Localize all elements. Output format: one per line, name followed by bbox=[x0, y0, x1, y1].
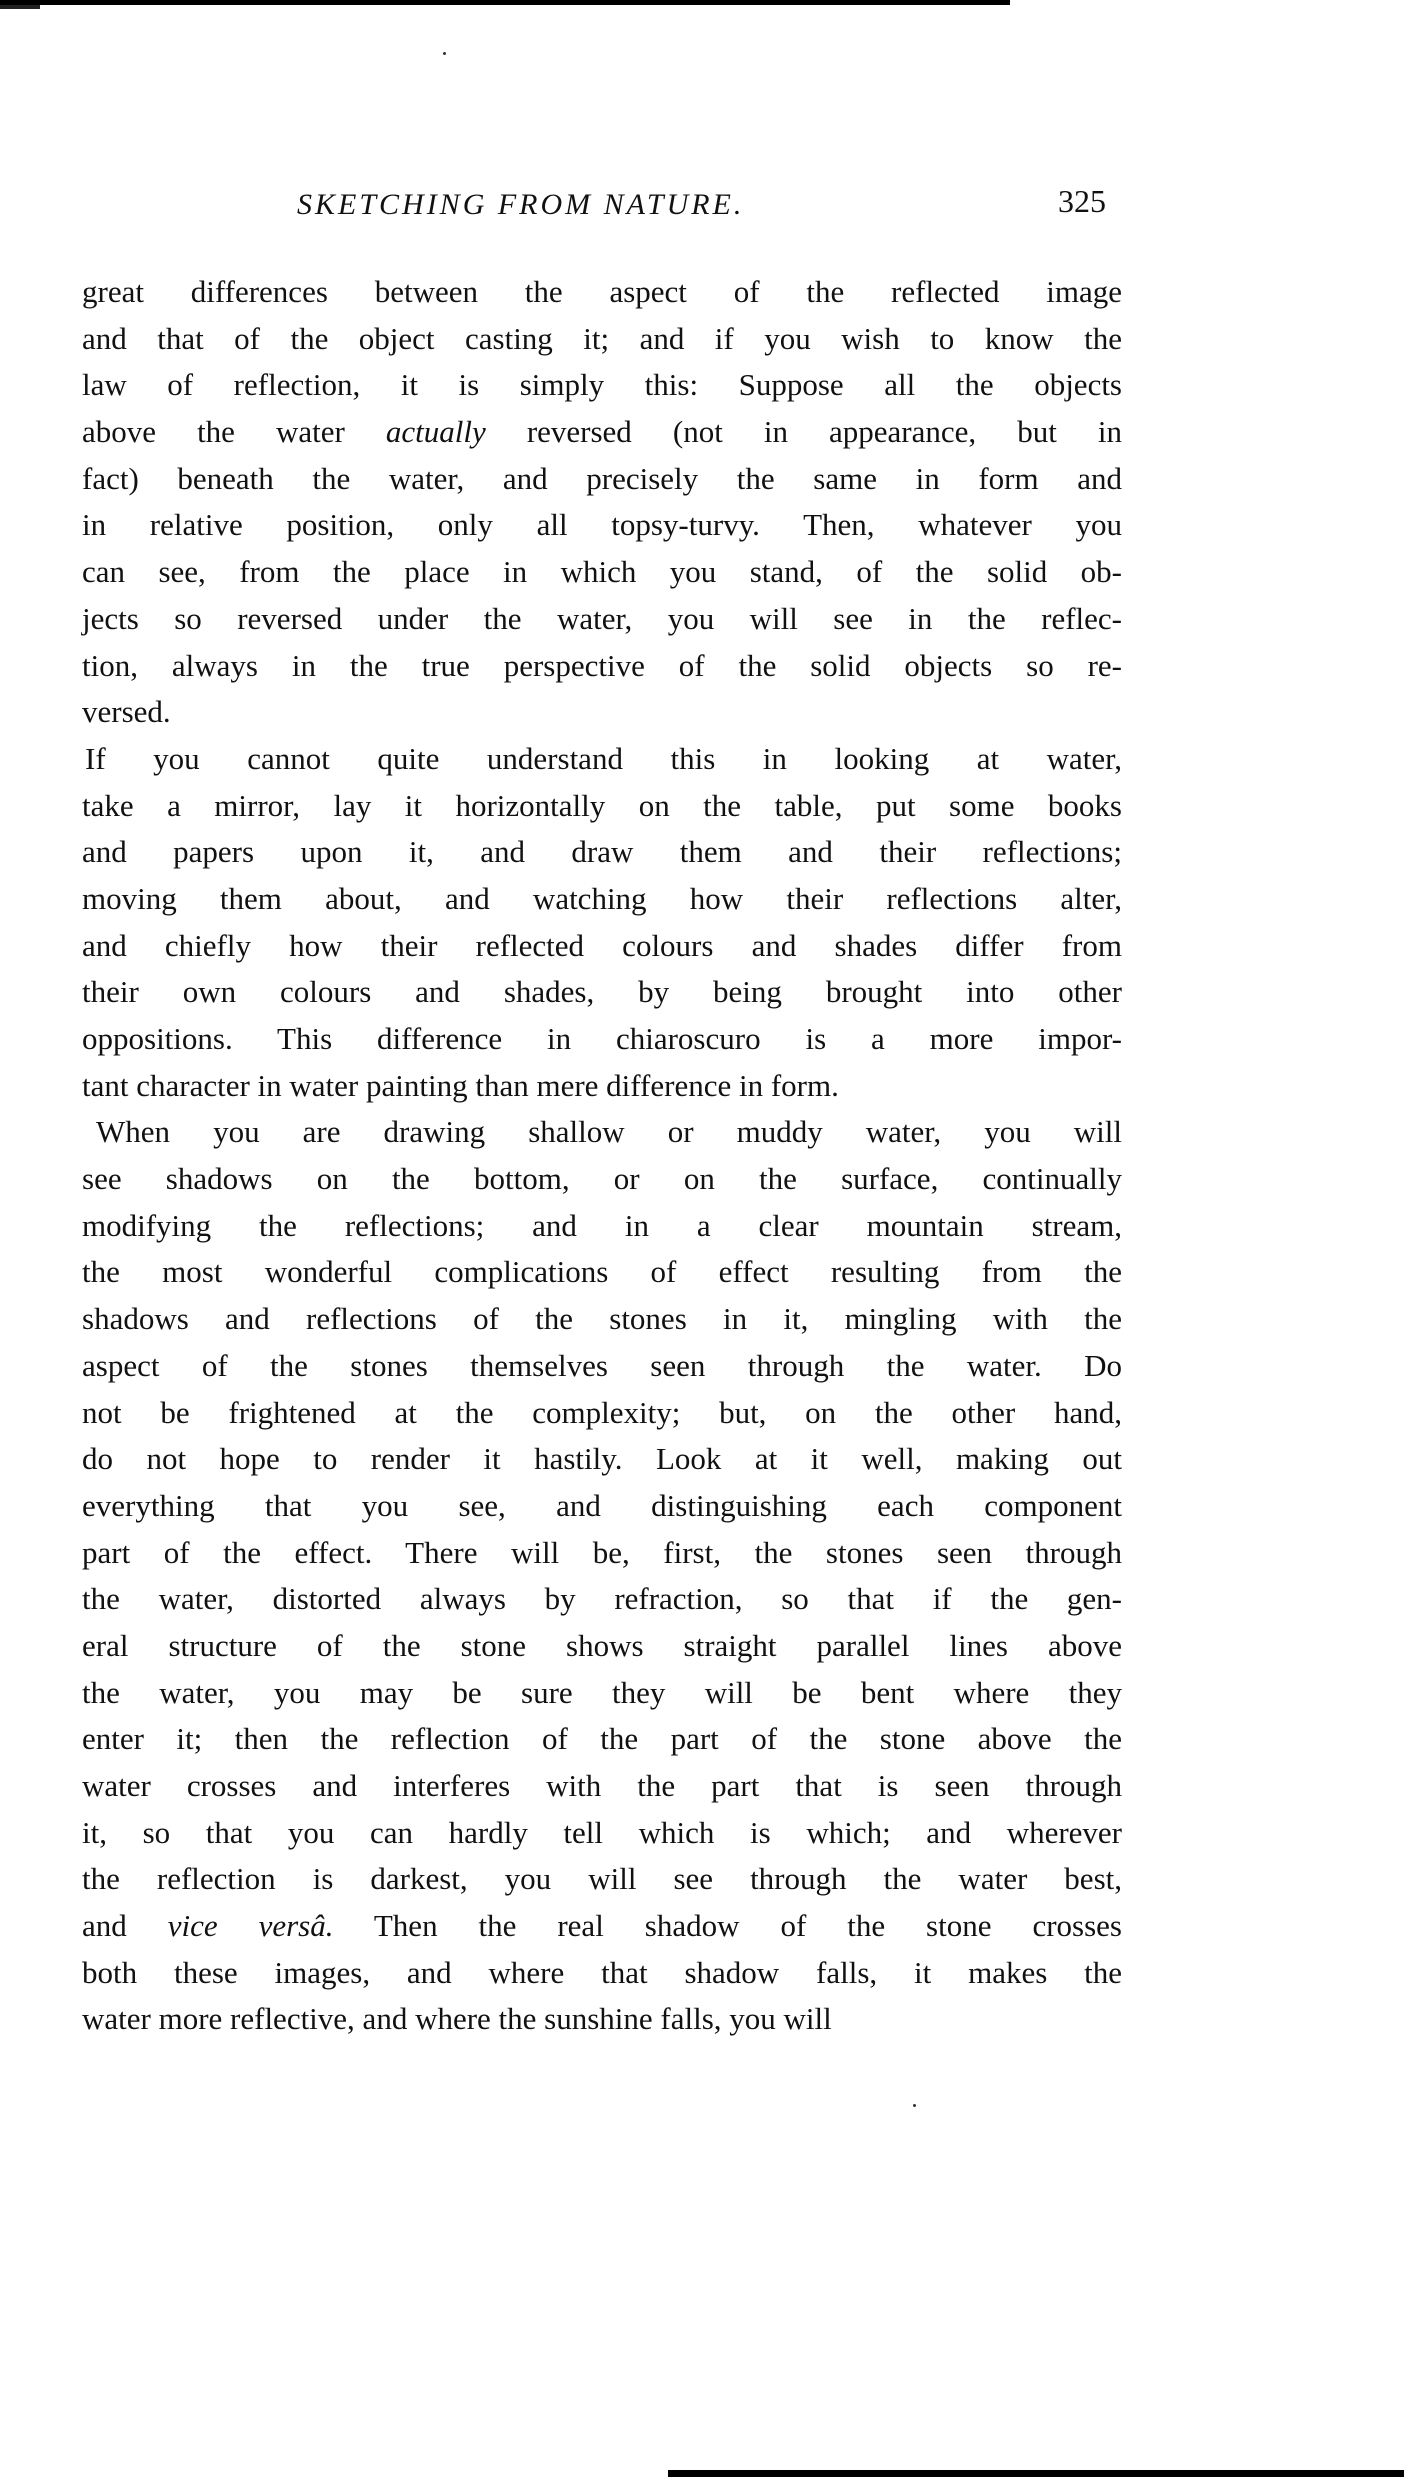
running-title: SKETCHING FROM NATURE. bbox=[297, 188, 745, 221]
text-line bbox=[82, 689, 1122, 736]
text-line bbox=[82, 643, 1122, 690]
italic-text: actually bbox=[385, 414, 486, 450]
text-segment: and that of the object casting it; and if you wish to know the bbox=[82, 320, 1122, 356]
text-segment: jects so reversed under the water, you will see in the reflec- bbox=[82, 600, 1122, 636]
text-line bbox=[82, 269, 1122, 316]
text-line bbox=[82, 1716, 1122, 1763]
text-segment: the water, you may be sure they will be bent where they bbox=[82, 1674, 1122, 1710]
text-segment: the most wonderful complications of effect resulting from the bbox=[82, 1254, 1122, 1290]
text-segment: law of reflection, it is simply this: Suppose all the objects bbox=[82, 367, 1122, 403]
text-segment: tion, always in the true perspective of the solid objects so re- bbox=[82, 647, 1122, 683]
text-segment: not be frightened at the complexity; but, on the other hand, bbox=[82, 1394, 1122, 1430]
scan-speck bbox=[913, 2104, 916, 2107]
text-segment: the reflection is darkest, you will see through the water best, bbox=[82, 1861, 1122, 1897]
text-segment: If you cannot quite understand this in looking at water, bbox=[85, 740, 1122, 776]
text-line bbox=[82, 1950, 1122, 1997]
text-segment: water crosses and interferes with the part that is seen through bbox=[82, 1768, 1122, 1803]
text-line bbox=[82, 1670, 1122, 1717]
text-segment: modifying the reflections; and in a clear mountain stream, bbox=[82, 1207, 1122, 1243]
text-segment: great differences between the aspect of the reflected image bbox=[82, 274, 1122, 309]
scan-edge-top-fragment bbox=[0, 5, 40, 9]
text-line bbox=[82, 1856, 1122, 1903]
text-line bbox=[82, 829, 1122, 876]
text-segment: it, so that you can hardly tell which is which; and wherever bbox=[82, 1814, 1122, 1850]
scan-edge-top bbox=[0, 0, 1010, 5]
text-line bbox=[82, 1483, 1122, 1530]
page-header bbox=[0, 182, 1404, 228]
text-segment: eral structure of the stone shows straight parallel lines above bbox=[82, 1627, 1122, 1663]
text-line bbox=[82, 1109, 1122, 1156]
text-line bbox=[82, 1203, 1122, 1250]
text-segment: versed. bbox=[82, 694, 171, 730]
text-line bbox=[82, 1016, 1122, 1063]
text-segment: their own colours and shades, by being brought into other bbox=[82, 974, 1122, 1010]
text-line bbox=[82, 1576, 1122, 1623]
text-segment: aspect of the stones themselves seen through the water. Do bbox=[82, 1347, 1122, 1383]
text-line bbox=[82, 1623, 1122, 1670]
text-segment: tant character in water painting than mere difference in form. bbox=[82, 1067, 839, 1103]
text-line bbox=[82, 876, 1122, 923]
text-segment: the water, distorted always by refraction, so that if the gen- bbox=[82, 1581, 1122, 1617]
text-segment: take a mirror, lay it horizontally on the table, put some books bbox=[82, 787, 1122, 823]
text-line bbox=[82, 923, 1122, 970]
text-line bbox=[82, 409, 1122, 456]
text-line bbox=[82, 502, 1122, 549]
text-line bbox=[82, 969, 1122, 1016]
text-line bbox=[82, 549, 1122, 596]
text-segment: everything that you see, and distinguishing each component bbox=[82, 1487, 1122, 1523]
text-segment: and papers upon it, and draw them and their reflections; bbox=[82, 834, 1122, 870]
text-segment: shadows and reflections of the stones in it, mingling with the bbox=[82, 1301, 1122, 1337]
text-line bbox=[82, 1390, 1122, 1437]
text-segment: When you are drawing shallow or muddy water, you will bbox=[96, 1114, 1122, 1150]
text-line bbox=[82, 1436, 1122, 1483]
text-segment: in relative position, only all topsy-turvy. Then, whatever you bbox=[82, 507, 1122, 543]
text-line bbox=[82, 456, 1122, 503]
text-segment: see shadows on the bottom, or on the surface, continually bbox=[82, 1161, 1122, 1197]
text-line bbox=[82, 1296, 1122, 1343]
text-segment: fact) beneath the water, and precisely the same in form and bbox=[82, 460, 1122, 496]
text-line bbox=[82, 1249, 1122, 1296]
text-segment: both these images, and where that shadow falls, it makes the bbox=[82, 1954, 1122, 1990]
text-line bbox=[82, 362, 1122, 409]
text-line bbox=[82, 1903, 1122, 1950]
page-number: 325 bbox=[1058, 183, 1106, 219]
italic-text: vice versâ. bbox=[167, 1908, 334, 1944]
text-line bbox=[82, 1763, 1122, 1810]
text-segment: water more reflective, and where the sunshine falls, you will bbox=[82, 2001, 832, 2037]
text-line bbox=[82, 1996, 1122, 2043]
text-segment: enter it; then the reflection of the part of the stone above the bbox=[82, 1721, 1122, 1757]
text-segment: part of the effect. There will be, first, the stones seen through bbox=[82, 1534, 1122, 1570]
text-segment: do not hope to render it hastily. Look at it well, making out bbox=[82, 1441, 1122, 1477]
body-text bbox=[82, 269, 1122, 2043]
text-segment: Then the real shadow of the stone crosses bbox=[333, 1908, 1122, 1944]
text-segment: and chiefly how their reflected colours and shades differ from bbox=[82, 927, 1122, 963]
text-segment: oppositions. This difference in chiaroscuro is a more impor- bbox=[82, 1021, 1122, 1056]
text-line bbox=[82, 1530, 1122, 1577]
text-segment: above the water bbox=[82, 414, 386, 450]
text-line bbox=[82, 596, 1122, 643]
text-segment: and bbox=[82, 1908, 168, 1944]
text-line bbox=[82, 1810, 1122, 1857]
text-segment: can see, from the place in which you stand, of the solid ob- bbox=[82, 554, 1122, 590]
text-line bbox=[82, 1063, 1122, 1110]
text-segment: moving them about, and watching how their reflections alter, bbox=[82, 880, 1122, 916]
scan-edge-bottom bbox=[668, 2470, 1404, 2477]
text-line bbox=[82, 783, 1122, 830]
scan-speck bbox=[443, 52, 446, 55]
text-line bbox=[82, 736, 1122, 783]
text-line bbox=[82, 1156, 1122, 1203]
text-line bbox=[82, 316, 1122, 363]
text-segment: reversed (not in appearance, but in bbox=[485, 414, 1122, 450]
text-line bbox=[82, 1343, 1122, 1390]
